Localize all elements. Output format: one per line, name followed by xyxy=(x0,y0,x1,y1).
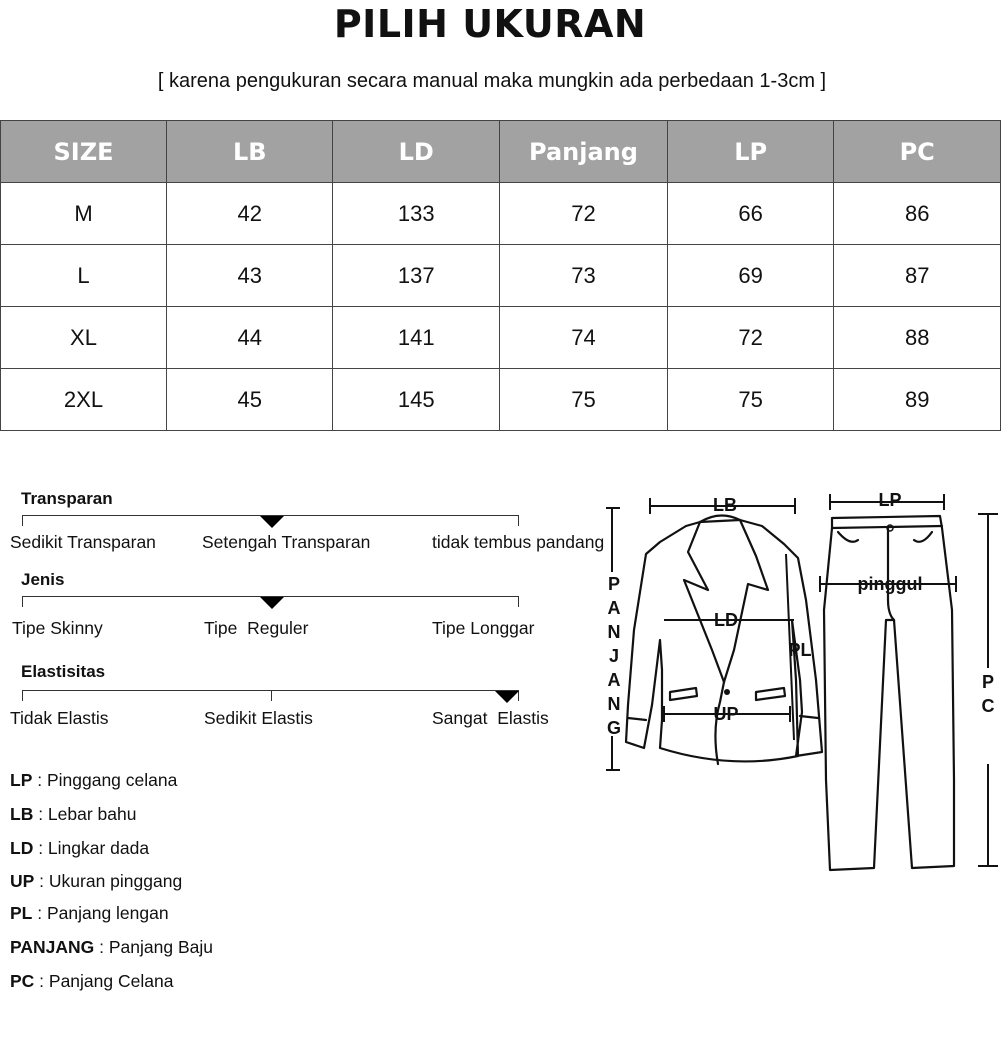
table-row xyxy=(1,245,1001,307)
jacket-lapel-left xyxy=(684,522,724,682)
cell-lb: 45 xyxy=(167,369,333,431)
label-panjang-j: J xyxy=(608,646,620,666)
scale-label-jenis-low: Tipe Skinny xyxy=(12,618,103,638)
jacket-button xyxy=(724,689,730,695)
scale-label-transparan-high: tidak tembus pandang xyxy=(432,532,605,552)
table-row xyxy=(1,307,1001,369)
scale-title-transparan: Transparan xyxy=(21,489,113,508)
label-lp: LP xyxy=(878,490,902,510)
jacket-cuff-right xyxy=(800,716,818,718)
legend-item-up: UP : Ukuran pinggang xyxy=(10,871,183,891)
scale-label-elastisitas-high: Sangat Elastis xyxy=(432,708,549,728)
label-panjang-n2: N xyxy=(607,694,621,714)
cell-size: 2XL xyxy=(1,369,167,431)
jacket-pocket-left xyxy=(670,688,697,700)
size-table-header xyxy=(1,121,1001,183)
jacket-cuff-left xyxy=(628,718,646,720)
label-panjang-n: N xyxy=(607,622,621,642)
measurement-note: [ karena pengukuran secara manual maka mungkin ada perbedaan 1-3cm ] xyxy=(157,70,827,92)
cell-size: L xyxy=(1,245,167,307)
scale-label-elastisitas-low: Tidak Elastis xyxy=(10,708,109,728)
scale-tick xyxy=(22,516,23,526)
label-panjang-g: G xyxy=(606,718,622,738)
header-ld: LD xyxy=(333,121,500,183)
cell-lp: 75 xyxy=(667,369,833,431)
cell-lb: 42 xyxy=(167,183,333,245)
scale-tick xyxy=(518,516,519,526)
cell-lp: 69 xyxy=(667,245,833,307)
cell-panjang: 74 xyxy=(500,307,668,369)
cell-ld: 137 xyxy=(333,245,500,307)
cell-size: M xyxy=(1,183,167,245)
legend-item-ld: LD : Lingkar dada xyxy=(10,838,150,858)
scale-tick xyxy=(22,691,23,701)
header-pc: PC xyxy=(834,121,1001,183)
scale-title-jenis: Jenis xyxy=(21,570,65,589)
scale-label-jenis-high: Tipe Longgar xyxy=(432,618,535,638)
cell-pc: 88 xyxy=(834,307,1001,369)
scale-tick xyxy=(271,691,272,701)
label-panjang-a: A xyxy=(607,598,621,618)
scale-tick xyxy=(22,597,23,607)
legend-item-pl: PL : Panjang lengan xyxy=(10,903,169,923)
legend-item-lb: LB : Lebar bahu xyxy=(10,804,137,824)
scale-marker-elastisitas xyxy=(495,691,519,703)
label-panjang-p: P xyxy=(607,574,621,594)
label-pc-c: C xyxy=(981,696,995,716)
scale-title-elastisitas: Elastisitas xyxy=(21,662,106,681)
pants-pocket-right xyxy=(914,532,932,542)
legend-item-pc: PC : Panjang Celana xyxy=(10,971,174,991)
cell-ld: 141 xyxy=(333,307,500,369)
cell-lp: 72 xyxy=(667,307,833,369)
cell-size: XL xyxy=(1,307,167,369)
cell-lb: 43 xyxy=(167,245,333,307)
page-title: PILIH UKURAN xyxy=(333,2,647,46)
cell-panjang: 73 xyxy=(500,245,668,307)
header-size: SIZE xyxy=(1,121,167,183)
cell-pc: 87 xyxy=(834,245,1001,307)
scale-label-elastisitas-mid: Sedikit Elastis xyxy=(204,708,313,728)
label-pl: PL xyxy=(788,640,812,660)
label-pinggul: pinggul xyxy=(857,574,923,594)
table-row xyxy=(1,369,1001,431)
scale-tick xyxy=(518,597,519,607)
cell-lb: 44 xyxy=(167,307,333,369)
label-ld: LD xyxy=(714,610,738,630)
scale-label-transparan-low: Sedikit Transparan xyxy=(10,532,156,552)
scale-label-jenis-mid: Tipe Reguler xyxy=(204,618,309,638)
label-panjang-a2: A xyxy=(607,670,621,690)
cell-lp: 66 xyxy=(667,183,833,245)
scale-marker-transparan xyxy=(260,516,284,528)
cell-panjang: 75 xyxy=(500,369,668,431)
garment-measurement-diagram xyxy=(600,480,1005,880)
header-lb: LB xyxy=(167,121,333,183)
header-panjang: Panjang xyxy=(500,121,668,183)
cell-ld: 145 xyxy=(333,369,500,431)
table-row xyxy=(1,183,1001,245)
scale-label-transparan-mid: Setengah Transparan xyxy=(202,532,371,552)
jacket-lapel-right xyxy=(724,520,768,682)
label-lb: LB xyxy=(713,495,737,515)
size-table xyxy=(0,120,1001,431)
cell-ld: 133 xyxy=(333,183,500,245)
legend-item-panjang: PANJANG : Panjang Baju xyxy=(10,937,213,957)
scale-marker-jenis xyxy=(260,597,284,609)
legend-item-lp: LP : Pinggang celana xyxy=(10,770,178,790)
label-up: UP xyxy=(713,704,739,724)
label-pc-p: P xyxy=(981,672,995,692)
jacket-pocket-right xyxy=(756,688,785,700)
pants-pocket-left xyxy=(838,532,858,542)
cell-pc: 89 xyxy=(834,369,1001,431)
header-lp: LP xyxy=(667,121,833,183)
cell-panjang: 72 xyxy=(500,183,668,245)
cell-pc: 86 xyxy=(834,183,1001,245)
